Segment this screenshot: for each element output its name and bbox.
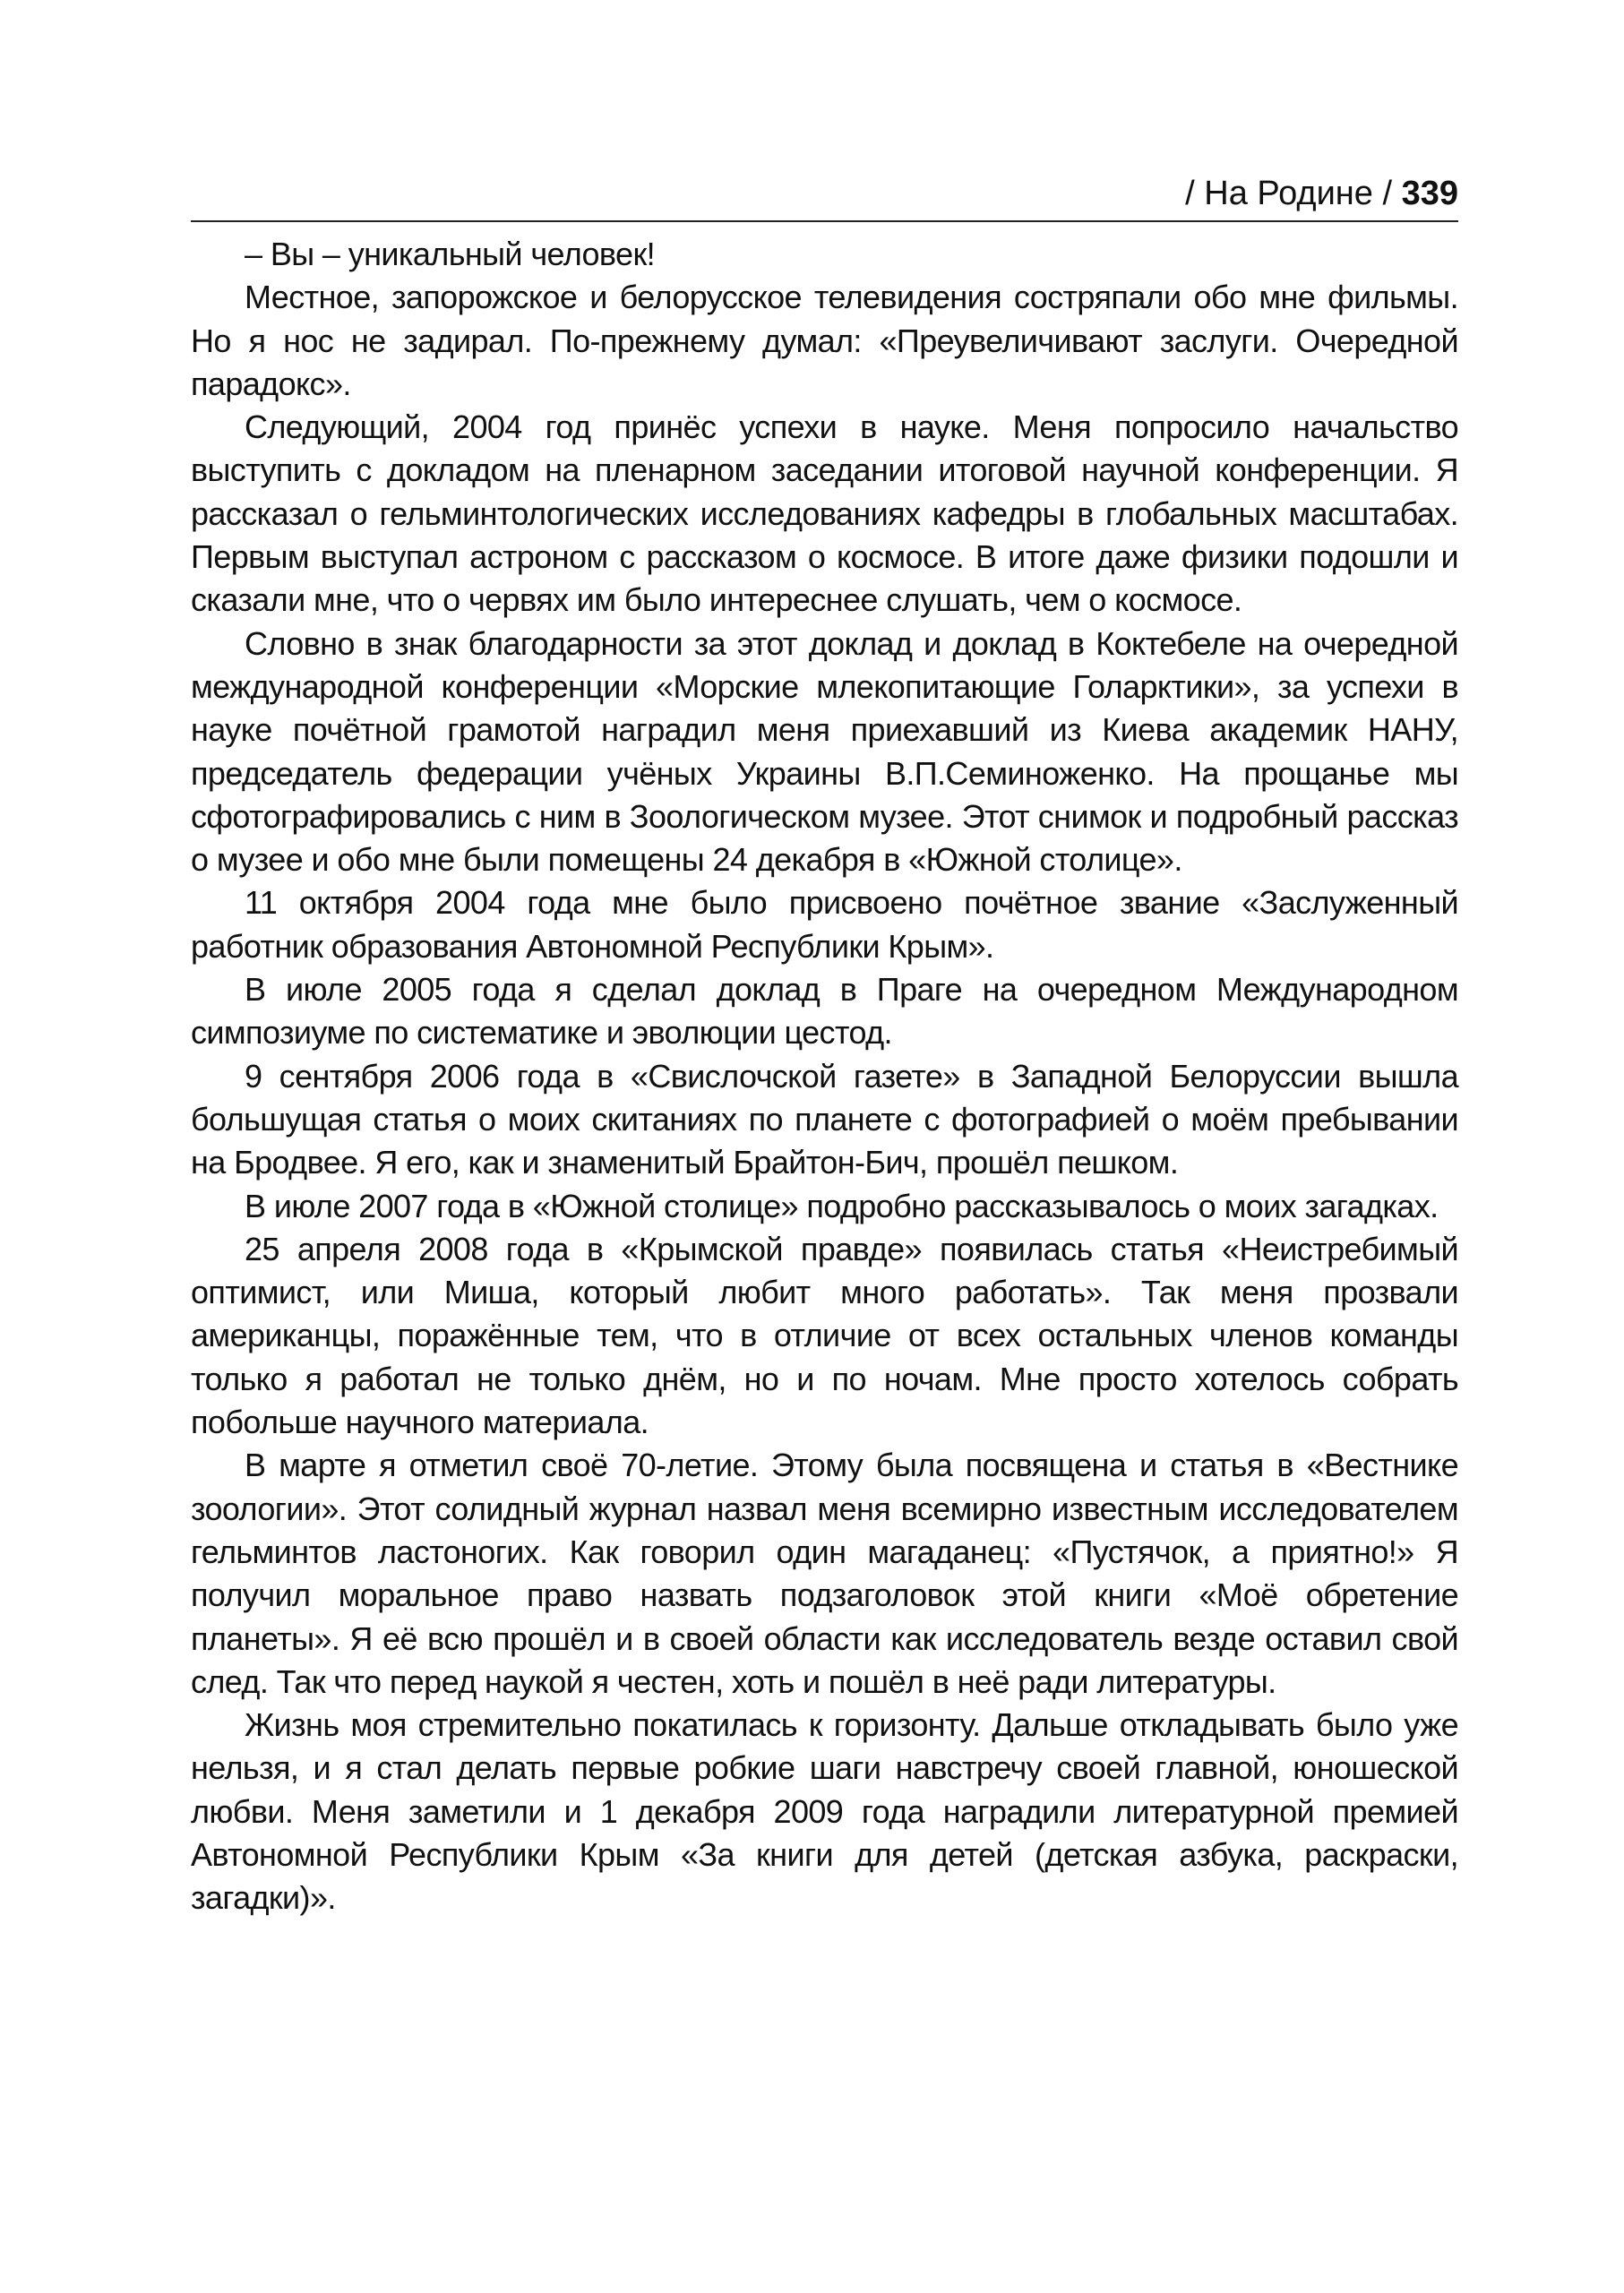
header-rule: [191, 220, 1458, 222]
paragraph: 11 октября 2004 года мне было присвоено почётное звание «Заслуженный работник образования Автономной Республики Крым».: [191, 884, 1458, 965]
paragraph: Жизнь моя стремительно покатилась к горизонту. Дальше откладывать было уже нельзя, и я стал делать первые робкие шаги навстречу своей главной, юношеской любви. Меня заметили и 1 декабря 2009 года наградили литературной премией Автономной Республики Крым «За книги для детей (детская азбука, раскраски, загадки)».: [191, 1706, 1458, 1917]
paragraph: В марте я отметил своё 70-летие. Этому была посвящена и статья в «Вестнике зоологии». Этот солидный журнал назвал меня всемирно известным исследователем гельминтов ластоногих. Как говорил один магаданец: «Пустячок, а приятно!» Я получил моральное право назвать подзаголовок этой книги «Моё обретение планеты». Я её всю прошёл и в своей области как исследователь везде оставил свой след. Так что перед наукой я честен, хоть и пошёл в неё ради литературы.: [191, 1447, 1458, 1700]
paragraph: 25 апреля 2008 года в «Крымской правде» появилась статья «Неистребимый оптимист, или Миша, который любит много работать». Так меня прозвали американцы, поражённые тем, что в отличие от всех остальных членов команды только я работал не только днём, но и по ночам. Мне просто хотелось собрать побольше научного материала.: [191, 1230, 1458, 1441]
paragraph: Словно в знак благодарности за этот доклад и доклад в Коктебеле на очередной международной конференции «Морские млекопитающие Голарктики», за успехи в науке почётной грамотой наградил меня приехавший из Киева академик НАНУ, председатель федерации учёных Украины В.П.Семиноженко. На прощанье мы сфотографировались с ним в Зоологическом музее. Этот снимок и подробный рассказ о музее и обо мне были помещены 24 декабря в «Южной столице».: [191, 624, 1458, 879]
running-header: [191, 168, 1458, 219]
paragraph: В июле 2005 года я сделал доклад в Праге на очередном Международном симпозиуме по систематике и эволюции цестод.: [191, 971, 1458, 1052]
paragraph: В июле 2007 года в «Южной столице» подробно рассказывалось о моих загадках.: [245, 1187, 1439, 1224]
paragraph: Следующий, 2004 год принёс успехи в науке. Меня попросило начальство выступить с докладом на пленарном заседании итоговой научной конференции. Я рассказал о гельминтологических исследованиях кафедры в глобальных масштабах. Первым выступал астроном с рассказом о космосе. В итоге даже физики подошли и сказали мне, что о червях им было интереснее слушать, чем о космосе.: [191, 408, 1458, 619]
paragraph: Местное, запорожское и белорусское телевидения состряпали обо мне фильмы. Но я нос не задирал. По-прежнему думал: «Преувеличивают заслуги. Очередной парадокс».: [191, 279, 1458, 402]
body-text: [191, 233, 1458, 1920]
section-title: / На Родине /: [1185, 175, 1393, 212]
paragraph: 9 сентября 2006 года в «Свислочской газете» в Западной Белоруссии вышла большущая статья о моих скитаниях по планете с фотографией о моём пребывании на Бродвее. Я его, как и знаменитый Брайтон-Бич, прошёл пешком.: [191, 1057, 1458, 1181]
page-number: 339: [1401, 175, 1458, 212]
paragraph: – Вы – уникальный человек!: [245, 236, 656, 272]
